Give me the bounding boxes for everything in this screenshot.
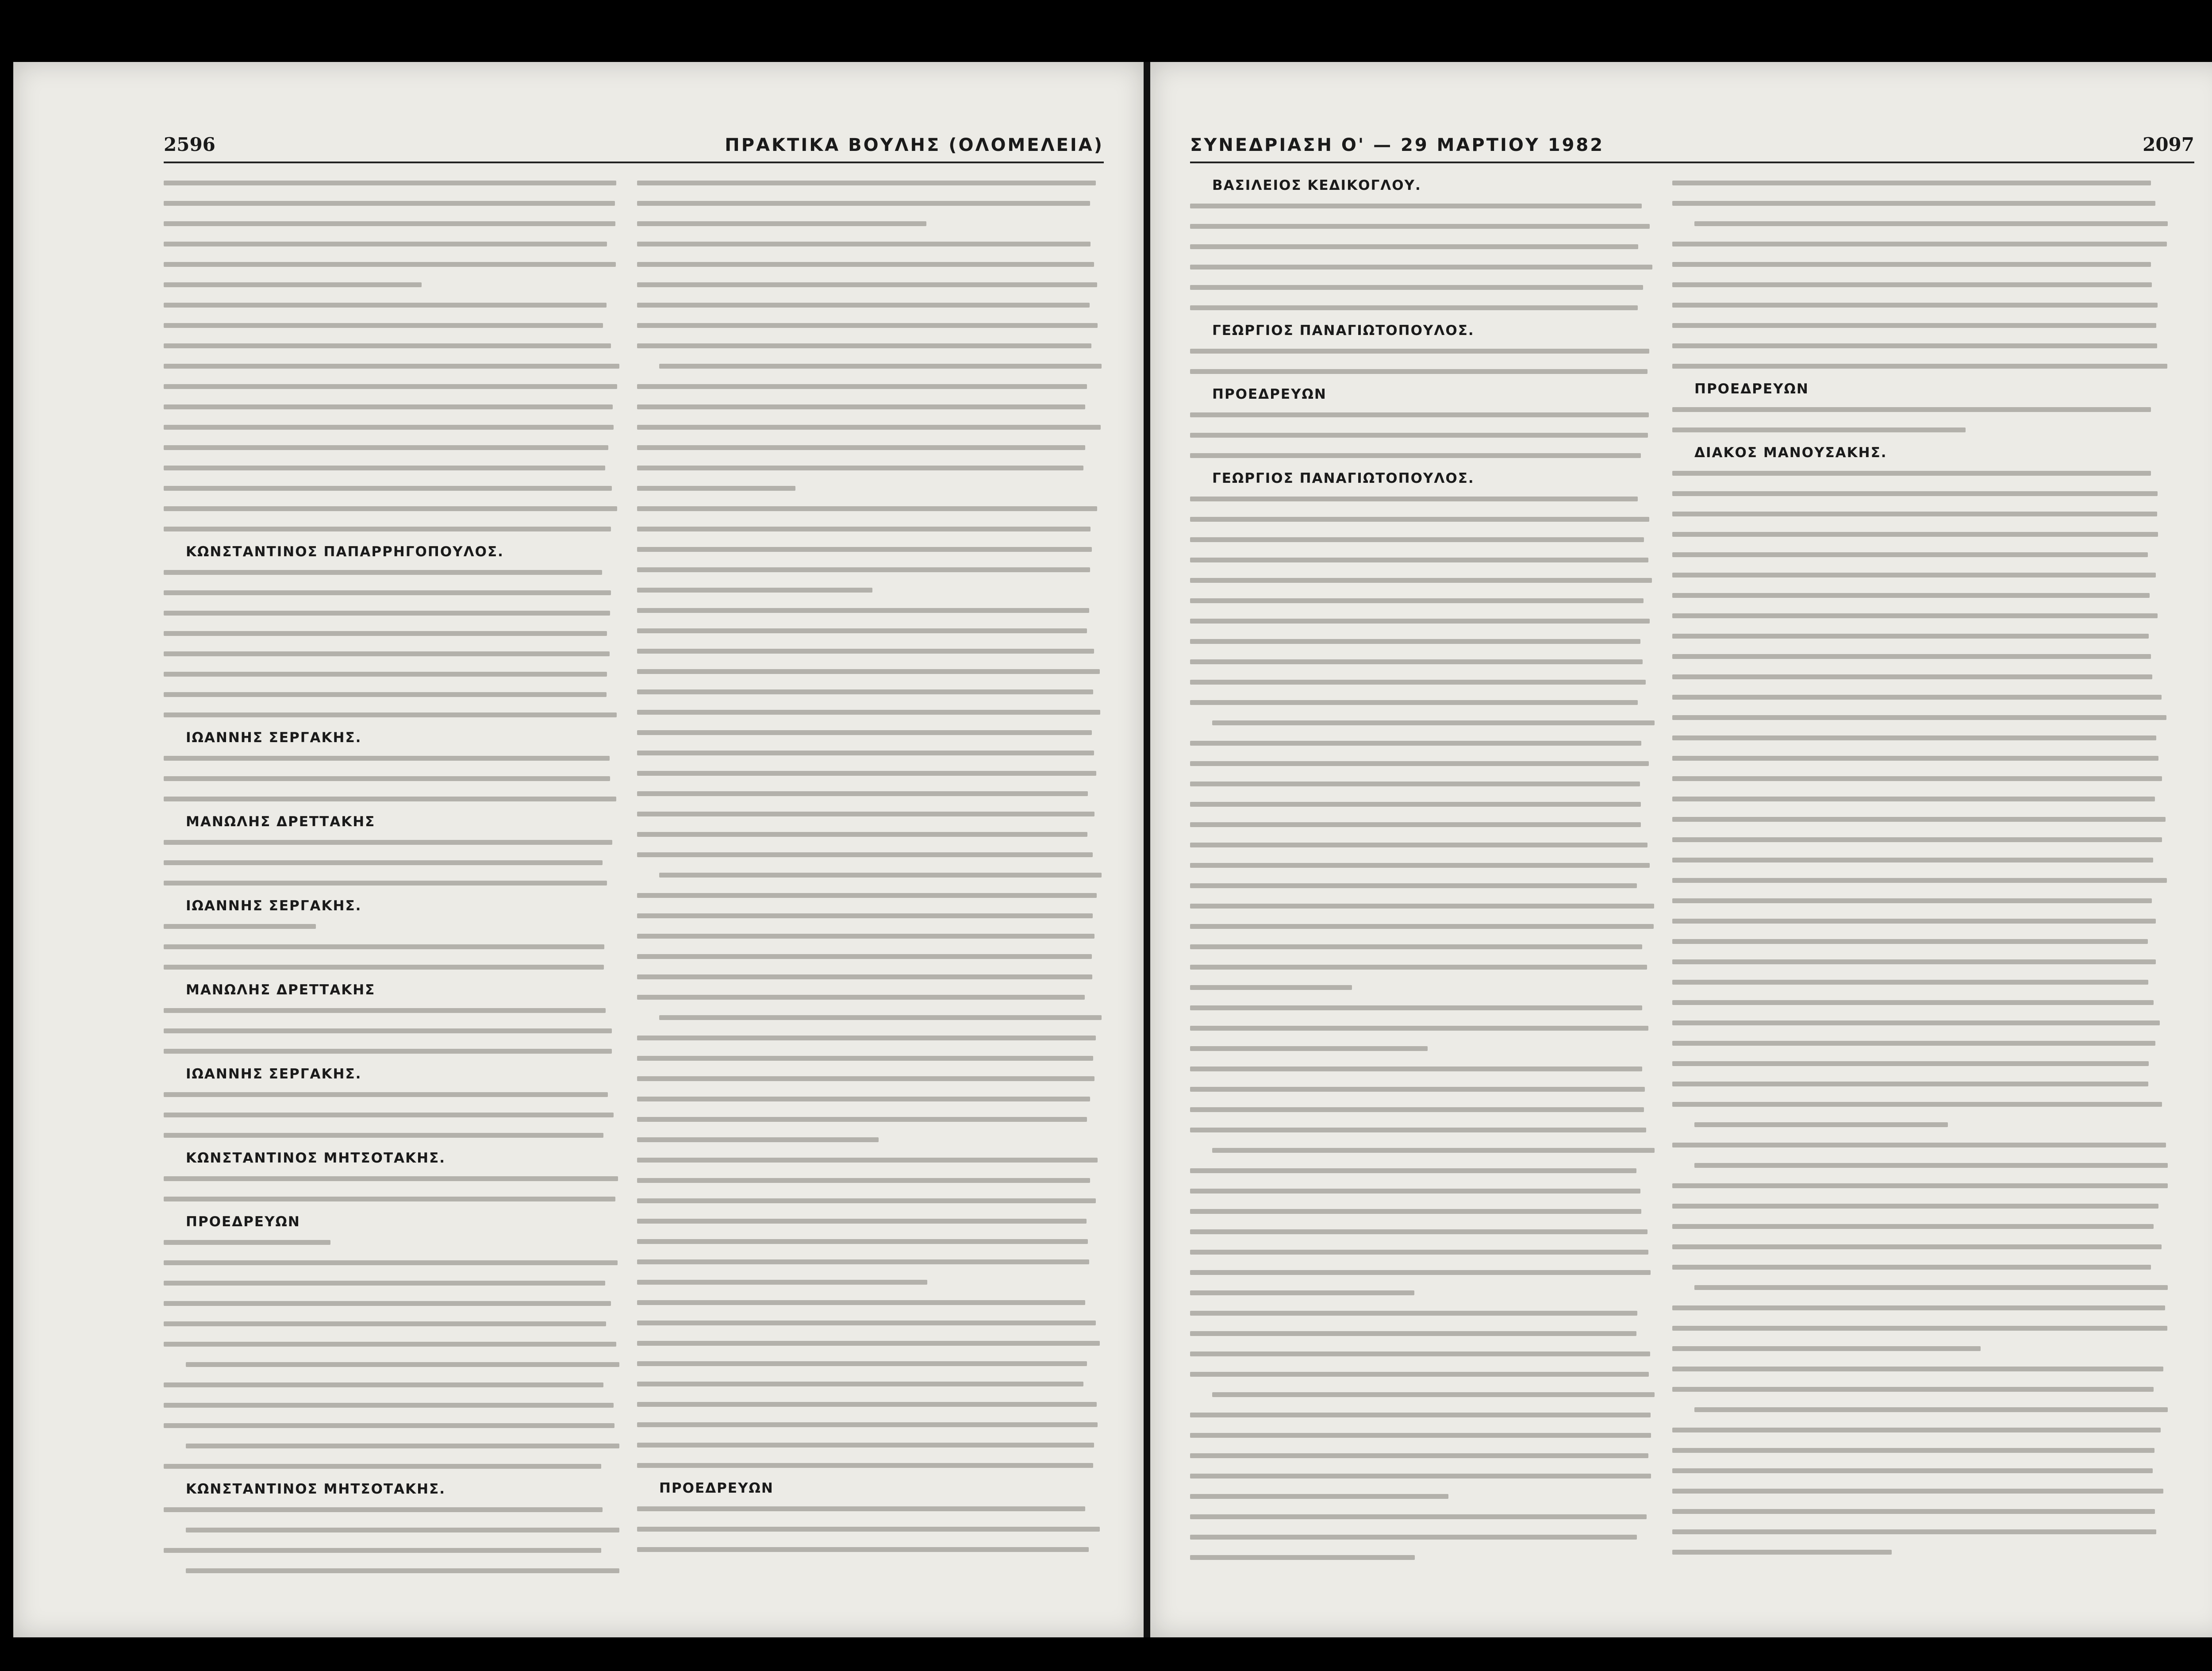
left-running-title: ΠΡΑΚΤΙΚΑ ΒΟΥΛΗΣ (ΟΛΟΜΕΛΕΙΑ) (725, 135, 1104, 155)
text-line (637, 1028, 1102, 1048)
text-line (637, 519, 1102, 539)
text-line (637, 1374, 1102, 1394)
text-line (637, 1353, 1102, 1374)
text-line (637, 600, 1102, 620)
text-line (1672, 193, 2168, 213)
speaker-name: ΙΩΑΝΝΗΣ ΣΕΡΓΑΚΗΣ. (186, 898, 362, 914)
text-line (1672, 213, 2168, 234)
text-line (164, 173, 619, 193)
text-line (1190, 1405, 1655, 1425)
text-line (1672, 335, 2168, 356)
text-line (1190, 753, 1655, 774)
text-line (1190, 712, 1655, 733)
text-line (1190, 1486, 1655, 1506)
text-line (164, 417, 619, 437)
text-line (1672, 1216, 2168, 1236)
text-line (637, 458, 1102, 478)
text-line (164, 1560, 619, 1581)
text-line (164, 1354, 619, 1375)
text-line (164, 274, 619, 295)
text-line (1672, 646, 2168, 666)
text-line (637, 1455, 1102, 1475)
text-line (1190, 835, 1655, 855)
text-line (1190, 1364, 1655, 1384)
text-line (637, 966, 1102, 987)
text-line (164, 789, 619, 809)
text-line (637, 946, 1102, 966)
right-page (1150, 62, 2212, 1637)
book-gutter (1144, 62, 1150, 1637)
text-line (1672, 1542, 2168, 1562)
text-line (1672, 707, 2168, 728)
text-line (637, 478, 1102, 498)
text-line (1190, 509, 1655, 529)
text-line (1672, 1399, 2168, 1420)
text-line (164, 1189, 619, 1209)
text-line (637, 681, 1102, 702)
text-line (1190, 611, 1655, 631)
text-line (637, 1414, 1102, 1435)
text-line (637, 661, 1102, 681)
text-line (1672, 911, 2168, 931)
text-line (637, 1272, 1102, 1292)
text-line (1190, 297, 1655, 318)
text-line (637, 865, 1102, 885)
text-line (1190, 1160, 1655, 1181)
text-line (1190, 1221, 1655, 1242)
text-line (164, 562, 619, 582)
text-line (1672, 173, 2168, 193)
text-line (1672, 1257, 2168, 1277)
text-line (1190, 631, 1655, 651)
text-line (164, 916, 619, 936)
right-column-2 (1672, 173, 2168, 1584)
text-line (1190, 1445, 1655, 1466)
text-line (1190, 855, 1655, 875)
left-column-2 (637, 173, 1102, 1584)
text-line (1190, 1425, 1655, 1445)
text-line (637, 1251, 1102, 1272)
text-line (1672, 789, 2168, 809)
text-line (1190, 1547, 1655, 1567)
text-line (1190, 1079, 1655, 1099)
text-line (1190, 672, 1655, 692)
text-line (1672, 1379, 2168, 1399)
text-line (1190, 936, 1655, 957)
text-line (1672, 463, 2168, 483)
speaker-name: ΓΕΩΡΓΙΟΣ ΠΑΝΑΓΙΩΤΟΠΟΥΛΟΣ. (1212, 470, 1475, 486)
text-line (637, 1129, 1102, 1150)
text-line (1672, 890, 2168, 911)
text-line (1190, 1527, 1655, 1547)
speaker-name: ΠΡΟΕΔΡΕΥΩΝ (1212, 386, 1327, 402)
speaker-name: ΠΡΟΕΔΡΕΥΩΝ (1694, 381, 1809, 397)
speaker-name: ΔΙΑΚΟΣ ΜΑΝΟΥΣΑΚΗΣ. (1694, 445, 1887, 461)
text-line (1672, 850, 2168, 870)
text-line (164, 748, 619, 768)
text-line (1672, 931, 2168, 951)
text-line (637, 274, 1102, 295)
text-line (637, 376, 1102, 397)
left-page-number: 2596 (164, 134, 215, 155)
text-line (1672, 483, 2168, 504)
text-line (164, 1499, 619, 1520)
text-line (637, 1211, 1102, 1231)
text-line (164, 1252, 619, 1273)
text-line (1190, 489, 1655, 509)
text-line (1672, 1236, 2168, 1257)
speaker-name: ΚΩΝΣΤΑΝΤΙΝΟΣ ΜΗΤΣΟΤΑΚΗΣ. (186, 1150, 446, 1166)
text-line (1190, 957, 1655, 977)
text-line (164, 603, 619, 623)
text-line (1190, 341, 1655, 361)
text-line (164, 1105, 619, 1125)
text-line (164, 1168, 619, 1189)
text-line (1672, 1298, 2168, 1318)
text-line (1672, 1277, 2168, 1298)
text-line (1672, 544, 2168, 565)
text-line (637, 193, 1102, 213)
speaker-name: ΙΩΑΝΝΗΣ ΣΕΡΓΑΚΗΣ. (186, 730, 362, 746)
text-line (164, 873, 619, 893)
text-line (1672, 1318, 2168, 1338)
text-line (1190, 774, 1655, 794)
text-line (1672, 626, 2168, 646)
text-line (1190, 1059, 1655, 1079)
speaker-name: ΜΑΝΩΛΗΣ ΔΡΕΤΤΑΚΗΣ (186, 814, 376, 830)
text-line (1672, 1440, 2168, 1460)
speaker-name: ΜΑΝΩΛΗΣ ΔΡΕΤΤΑΚΗΣ (186, 982, 376, 998)
text-line (637, 356, 1102, 376)
speaker-name: ΚΩΝΣΤΑΝΤΙΝΟΣ ΠΑΠΑΡΡΗΓΟΠΟΥΛΟΣ. (186, 544, 504, 560)
text-line (1672, 234, 2168, 254)
text-line (164, 376, 619, 397)
text-line (637, 1109, 1102, 1129)
text-line (637, 295, 1102, 315)
speaker-name: ΠΡΟΕΔΡΕΥΩΝ (186, 1214, 300, 1230)
text-line (637, 1089, 1102, 1109)
text-line (637, 1068, 1102, 1089)
text-line (164, 768, 619, 789)
left-page-header (164, 122, 1104, 163)
text-line (1190, 1120, 1655, 1140)
text-line (637, 1333, 1102, 1353)
text-line (1672, 1114, 2168, 1135)
text-line (637, 763, 1102, 783)
text-line (1190, 1201, 1655, 1221)
text-line (637, 1435, 1102, 1455)
text-line (164, 852, 619, 873)
text-line (1190, 277, 1655, 297)
text-line (1190, 1099, 1655, 1120)
text-line (1672, 829, 2168, 850)
text-line (637, 397, 1102, 417)
text-line (164, 397, 619, 417)
speaker-name: ΠΡΟΕΔΡΕΥΩΝ (659, 1480, 774, 1496)
text-line (164, 1293, 619, 1313)
text-line (164, 1000, 619, 1020)
text-line (1190, 814, 1655, 835)
text-line (164, 1520, 619, 1540)
left-column-1 (164, 173, 619, 1584)
text-line (164, 1334, 619, 1354)
text-line (1190, 1140, 1655, 1160)
text-line (1672, 951, 2168, 972)
text-line (164, 315, 619, 335)
text-line (1190, 651, 1655, 672)
text-line (164, 254, 619, 274)
text-line (1190, 1466, 1655, 1486)
text-line (1672, 768, 2168, 789)
text-line (1190, 1262, 1655, 1282)
right-column-1 (1190, 173, 1655, 1584)
text-line (1672, 1521, 2168, 1542)
text-line (637, 213, 1102, 234)
text-line (1672, 605, 2168, 626)
text-line (1190, 1038, 1655, 1059)
text-line (637, 620, 1102, 641)
text-line (1672, 1460, 2168, 1481)
text-line (637, 1150, 1102, 1170)
text-line (1190, 997, 1655, 1018)
text-line (1190, 1018, 1655, 1038)
text-line (164, 705, 619, 725)
speaker-name: ΒΑΣΙΛΕΙΟΣ ΚΕΔΙΚΟΓΛΟΥ. (1212, 177, 1421, 193)
text-line (1672, 666, 2168, 687)
text-line (1672, 1420, 2168, 1440)
text-line (1672, 504, 2168, 524)
text-line (1190, 1384, 1655, 1405)
text-line (1190, 692, 1655, 712)
text-line (1190, 404, 1655, 425)
text-line (1672, 1359, 2168, 1379)
text-line (637, 498, 1102, 519)
text-line (1190, 216, 1655, 236)
text-line (637, 702, 1102, 722)
text-line (164, 1084, 619, 1105)
text-line (1672, 809, 2168, 829)
text-line (1190, 590, 1655, 611)
text-line (1190, 361, 1655, 381)
text-line (164, 1313, 619, 1334)
text-line (1190, 236, 1655, 257)
text-line (164, 335, 619, 356)
text-line (1672, 295, 2168, 315)
text-line (1672, 315, 2168, 335)
text-line (1672, 1501, 2168, 1521)
text-line (164, 478, 619, 498)
text-line (1672, 420, 2168, 440)
text-line (637, 885, 1102, 905)
text-line (637, 743, 1102, 763)
text-line (637, 783, 1102, 804)
text-line (164, 1415, 619, 1436)
text-line (164, 832, 619, 852)
text-line (1672, 274, 2168, 295)
text-line (1190, 733, 1655, 753)
text-line (1190, 794, 1655, 814)
text-line (164, 936, 619, 957)
text-line (1190, 1506, 1655, 1527)
text-line (637, 804, 1102, 824)
text-line (637, 1498, 1102, 1519)
text-line (1190, 570, 1655, 590)
text-line (637, 437, 1102, 458)
text-line (1672, 524, 2168, 544)
text-line (1672, 1053, 2168, 1074)
text-line (1190, 1242, 1655, 1262)
text-line (1190, 916, 1655, 936)
text-line (1672, 1033, 2168, 1053)
text-line (164, 1041, 619, 1061)
text-line (1672, 870, 2168, 890)
text-line (1672, 992, 2168, 1013)
text-line (637, 1519, 1102, 1539)
text-line (1672, 565, 2168, 585)
text-line (637, 580, 1102, 600)
text-line (164, 458, 619, 478)
text-line (164, 519, 619, 539)
text-line (637, 824, 1102, 844)
text-line (637, 905, 1102, 926)
text-line (637, 1313, 1102, 1333)
left-page (13, 62, 1144, 1637)
text-line (637, 335, 1102, 356)
text-line (1672, 1481, 2168, 1501)
right-page-number: 2097 (2143, 134, 2194, 155)
right-running-title: ΣΥΝΕΔΡΙΑΣΗ Ο' — 29 ΜΑΡΤΙΟΥ 1982 (1190, 135, 1605, 155)
text-line (164, 664, 619, 684)
text-line (1672, 1135, 2168, 1155)
text-line (1672, 1196, 2168, 1216)
text-line (637, 926, 1102, 946)
text-line (637, 987, 1102, 1007)
text-line (1190, 445, 1655, 466)
text-line (164, 623, 619, 643)
text-line (637, 315, 1102, 335)
text-line (637, 254, 1102, 274)
text-line (164, 193, 619, 213)
text-line (1672, 254, 2168, 274)
text-line (637, 1231, 1102, 1251)
text-line (637, 173, 1102, 193)
right-page-header (1190, 122, 2194, 163)
text-line (1190, 1303, 1655, 1323)
text-line (164, 684, 619, 705)
text-line (637, 844, 1102, 865)
text-line (1672, 399, 2168, 420)
text-line (637, 1394, 1102, 1414)
text-line (637, 1048, 1102, 1068)
text-line (1190, 529, 1655, 550)
text-line (1672, 1074, 2168, 1094)
text-line (164, 1020, 619, 1041)
speaker-name: ΙΩΑΝΝΗΣ ΣΕΡΓΑΚΗΣ. (186, 1066, 362, 1082)
text-line (1190, 875, 1655, 896)
text-line (1672, 972, 2168, 992)
text-line (637, 641, 1102, 661)
text-line (164, 234, 619, 254)
text-line (164, 643, 619, 664)
speaker-name: ΚΩΝΣΤΑΝΤΙΝΟΣ ΜΗΤΣΟΤΑΚΗΣ. (186, 1481, 446, 1497)
text-line (164, 1540, 619, 1560)
text-line (1672, 585, 2168, 605)
text-line (1672, 1013, 2168, 1033)
text-line (1190, 1181, 1655, 1201)
text-line (1672, 1155, 2168, 1175)
text-line (164, 437, 619, 458)
text-line (1672, 728, 2168, 748)
text-line (1672, 1338, 2168, 1359)
text-line (1672, 356, 2168, 376)
text-line (164, 1125, 619, 1145)
text-line (1190, 1323, 1655, 1344)
text-line (164, 1375, 619, 1395)
text-line (637, 539, 1102, 559)
text-line (164, 1436, 619, 1456)
text-line (1190, 1282, 1655, 1303)
text-line (164, 1232, 619, 1252)
text-line (637, 1007, 1102, 1028)
text-line (637, 722, 1102, 743)
text-line (637, 1292, 1102, 1313)
text-line (1190, 257, 1655, 277)
text-line (1672, 748, 2168, 768)
text-line (637, 559, 1102, 580)
text-line (637, 1190, 1102, 1211)
text-line (1672, 687, 2168, 707)
text-line (164, 498, 619, 519)
text-line (164, 957, 619, 977)
text-line (164, 295, 619, 315)
text-line (637, 417, 1102, 437)
text-line (1190, 196, 1655, 216)
text-line (164, 1273, 619, 1293)
text-line (164, 213, 619, 234)
text-line (1672, 1094, 2168, 1114)
text-line (164, 1395, 619, 1415)
text-line (1190, 977, 1655, 997)
text-line (637, 1170, 1102, 1190)
text-line (1190, 550, 1655, 570)
text-line (164, 1456, 619, 1476)
text-line (637, 234, 1102, 254)
text-line (164, 582, 619, 603)
text-line (1190, 1344, 1655, 1364)
text-line (1190, 425, 1655, 445)
text-line (1672, 1175, 2168, 1196)
text-line (1190, 896, 1655, 916)
speaker-name: ΓΕΩΡΓΙΟΣ ΠΑΝΑΓΙΩΤΟΠΟΥΛΟΣ. (1212, 323, 1475, 339)
text-line (164, 356, 619, 376)
text-line (637, 1539, 1102, 1559)
